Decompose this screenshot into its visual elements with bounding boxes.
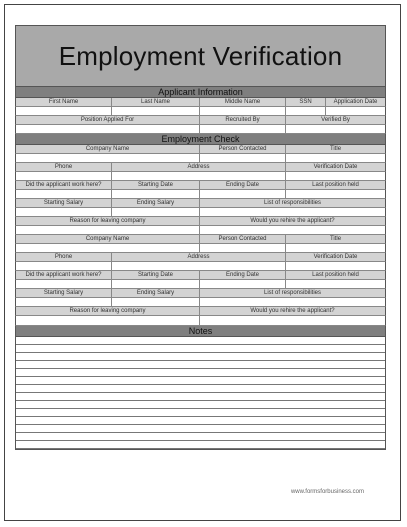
label-company-name: Company Name bbox=[16, 235, 200, 243]
label-title: Title bbox=[329, 236, 342, 242]
label-application-date: Application Date bbox=[333, 99, 378, 105]
applicant-row2-labels bbox=[15, 116, 386, 125]
label-list-of-responsibilities: List of responsibilities bbox=[263, 200, 322, 206]
field-verified-by[interactable] bbox=[286, 125, 385, 133]
field-application-date[interactable] bbox=[326, 107, 385, 115]
company1-row1-fields bbox=[15, 154, 386, 163]
field-starting-date[interactable] bbox=[112, 280, 200, 288]
company1-row2-fields bbox=[15, 172, 386, 181]
field-last-position-held[interactable] bbox=[286, 280, 385, 288]
notes-line[interactable] bbox=[16, 433, 385, 441]
company2-row3-fields bbox=[15, 280, 386, 289]
field-list-of-responsibilities[interactable] bbox=[200, 298, 385, 306]
label-phone: Phone bbox=[16, 163, 112, 171]
footer-website: www.formsforbusiness.com bbox=[290, 489, 364, 495]
notes-line[interactable] bbox=[16, 417, 385, 425]
label-ending-date: Ending Date bbox=[200, 181, 286, 189]
field-person-contacted[interactable] bbox=[200, 154, 286, 162]
label-starting-date: Starting Date bbox=[112, 271, 200, 279]
field-phone[interactable] bbox=[16, 172, 112, 180]
label-list-of-responsibilities: List of responsibilities bbox=[263, 290, 322, 296]
label-did-applicant-work-here: Did the applicant work here? bbox=[16, 181, 112, 189]
field-verification-date[interactable] bbox=[286, 262, 385, 270]
label-would-you-rehire: Would you rehire the applicant? bbox=[250, 308, 335, 314]
field-ending-salary[interactable] bbox=[112, 298, 200, 306]
field-list-of-responsibilities[interactable] bbox=[200, 208, 385, 216]
company1-row3-labels bbox=[15, 181, 386, 190]
label-address: Address bbox=[112, 163, 286, 171]
label-middle-name: Middle Name bbox=[200, 98, 286, 106]
field-would-you-rehire[interactable] bbox=[200, 316, 385, 325]
applicant-row2-fields bbox=[15, 125, 386, 134]
company1-row4-fields bbox=[15, 208, 386, 217]
field-did-applicant-work-here[interactable] bbox=[16, 280, 112, 288]
field-last-position-held[interactable] bbox=[286, 190, 385, 198]
company1-row2-labels bbox=[15, 163, 386, 172]
notes-line[interactable] bbox=[16, 441, 385, 449]
field-middle-name[interactable] bbox=[200, 107, 286, 115]
notes-line[interactable] bbox=[16, 361, 385, 369]
notes-line[interactable] bbox=[16, 401, 385, 409]
company1-row4-labels bbox=[15, 199, 386, 208]
label-starting-salary: Starting Salary bbox=[16, 199, 112, 207]
label-position-applied-for: Position Applied For bbox=[16, 116, 200, 124]
label-starting-date: Starting Date bbox=[112, 181, 200, 189]
applicant-row1-fields bbox=[15, 107, 386, 116]
label-first-name: First Name bbox=[16, 98, 112, 106]
company1-row5-fields bbox=[15, 226, 386, 235]
label-ending-date: Ending Date bbox=[200, 271, 286, 279]
field-last-name[interactable] bbox=[112, 107, 200, 115]
field-ending-salary[interactable] bbox=[112, 208, 200, 216]
field-ending-date[interactable] bbox=[200, 190, 286, 198]
label-last-position-held: Last position held bbox=[312, 272, 359, 278]
field-recruited-by[interactable] bbox=[200, 125, 286, 133]
company2-row3-labels bbox=[15, 271, 386, 280]
section-notes: Notes bbox=[15, 326, 386, 337]
company2-row2-fields bbox=[15, 262, 386, 271]
field-would-you-rehire[interactable] bbox=[200, 226, 385, 234]
field-company-name[interactable] bbox=[16, 154, 200, 162]
company2-row1-fields bbox=[15, 244, 386, 253]
label-person-contacted: Person Contacted bbox=[200, 145, 286, 153]
form-title: Employment Verification bbox=[15, 25, 386, 87]
field-phone[interactable] bbox=[16, 262, 112, 270]
label-ending-salary: Ending Salary bbox=[112, 289, 200, 297]
label-would-you-rehire: Would you rehire the applicant? bbox=[250, 218, 335, 224]
label-recruited-by: Recruited By bbox=[200, 116, 286, 124]
label-reason-for-leaving: Reason for leaving company bbox=[16, 307, 200, 315]
notes-line[interactable] bbox=[16, 337, 385, 345]
notes-line[interactable] bbox=[16, 409, 385, 417]
label-title: Title bbox=[329, 146, 342, 152]
company2-row5-fields bbox=[15, 316, 386, 326]
field-first-name[interactable] bbox=[16, 107, 112, 115]
field-ending-date[interactable] bbox=[200, 280, 286, 288]
field-starting-salary[interactable] bbox=[16, 298, 112, 306]
notes-line[interactable] bbox=[16, 425, 385, 433]
label-starting-salary: Starting Salary bbox=[16, 289, 112, 297]
label-did-applicant-work-here: Did the applicant work here? bbox=[16, 271, 112, 279]
notes-line[interactable] bbox=[16, 353, 385, 361]
company2-row4-fields bbox=[15, 298, 386, 307]
applicant-row1-labels bbox=[15, 98, 386, 107]
label-ssn: SSN bbox=[286, 98, 326, 106]
label-verification-date: Verification Date bbox=[313, 164, 358, 170]
field-reason-for-leaving[interactable] bbox=[16, 316, 200, 325]
notes-area[interactable] bbox=[15, 337, 386, 450]
label-last-position-held: Last position held bbox=[312, 182, 359, 188]
company2-row4-labels bbox=[15, 289, 386, 298]
field-verification-date[interactable] bbox=[286, 172, 385, 180]
label-verification-date: Verification Date bbox=[313, 254, 358, 260]
company2-row5-labels bbox=[15, 307, 386, 316]
section-applicant-information: Applicant Information bbox=[15, 87, 386, 98]
notes-line[interactable] bbox=[16, 385, 385, 393]
company1-row5-labels bbox=[15, 217, 386, 226]
field-title[interactable] bbox=[286, 244, 385, 252]
field-address[interactable] bbox=[112, 172, 286, 180]
field-did-applicant-work-here[interactable] bbox=[16, 190, 112, 198]
field-reason-for-leaving[interactable] bbox=[16, 226, 200, 234]
label-address: Address bbox=[112, 253, 286, 261]
company2-row1-labels bbox=[15, 235, 386, 244]
notes-line[interactable] bbox=[16, 369, 385, 377]
notes-line[interactable] bbox=[16, 393, 385, 401]
field-starting-date[interactable] bbox=[112, 190, 200, 198]
label-company-name: Company Name bbox=[16, 145, 200, 153]
field-address[interactable] bbox=[112, 262, 286, 270]
company1-row3-fields bbox=[15, 190, 386, 199]
notes-line[interactable] bbox=[16, 345, 385, 353]
label-verified-by: Verified By bbox=[321, 117, 350, 123]
field-title[interactable] bbox=[286, 154, 385, 162]
company2-row2-labels bbox=[15, 253, 386, 262]
field-ssn[interactable] bbox=[286, 107, 326, 115]
company1-row1-labels bbox=[15, 145, 386, 154]
field-position-applied-for[interactable] bbox=[16, 125, 200, 133]
label-last-name: Last Name bbox=[112, 98, 200, 106]
label-person-contacted: Person Contacted bbox=[200, 235, 286, 243]
form-page bbox=[4, 4, 401, 521]
field-person-contacted[interactable] bbox=[200, 244, 286, 252]
label-ending-salary: Ending Salary bbox=[112, 199, 200, 207]
section-employment-check: Employment Check bbox=[15, 134, 386, 145]
label-phone: Phone bbox=[16, 253, 112, 261]
employment-form bbox=[15, 25, 386, 450]
notes-line[interactable] bbox=[16, 377, 385, 385]
field-starting-salary[interactable] bbox=[16, 208, 112, 216]
field-company-name[interactable] bbox=[16, 244, 200, 252]
label-reason-for-leaving: Reason for leaving company bbox=[16, 217, 200, 225]
